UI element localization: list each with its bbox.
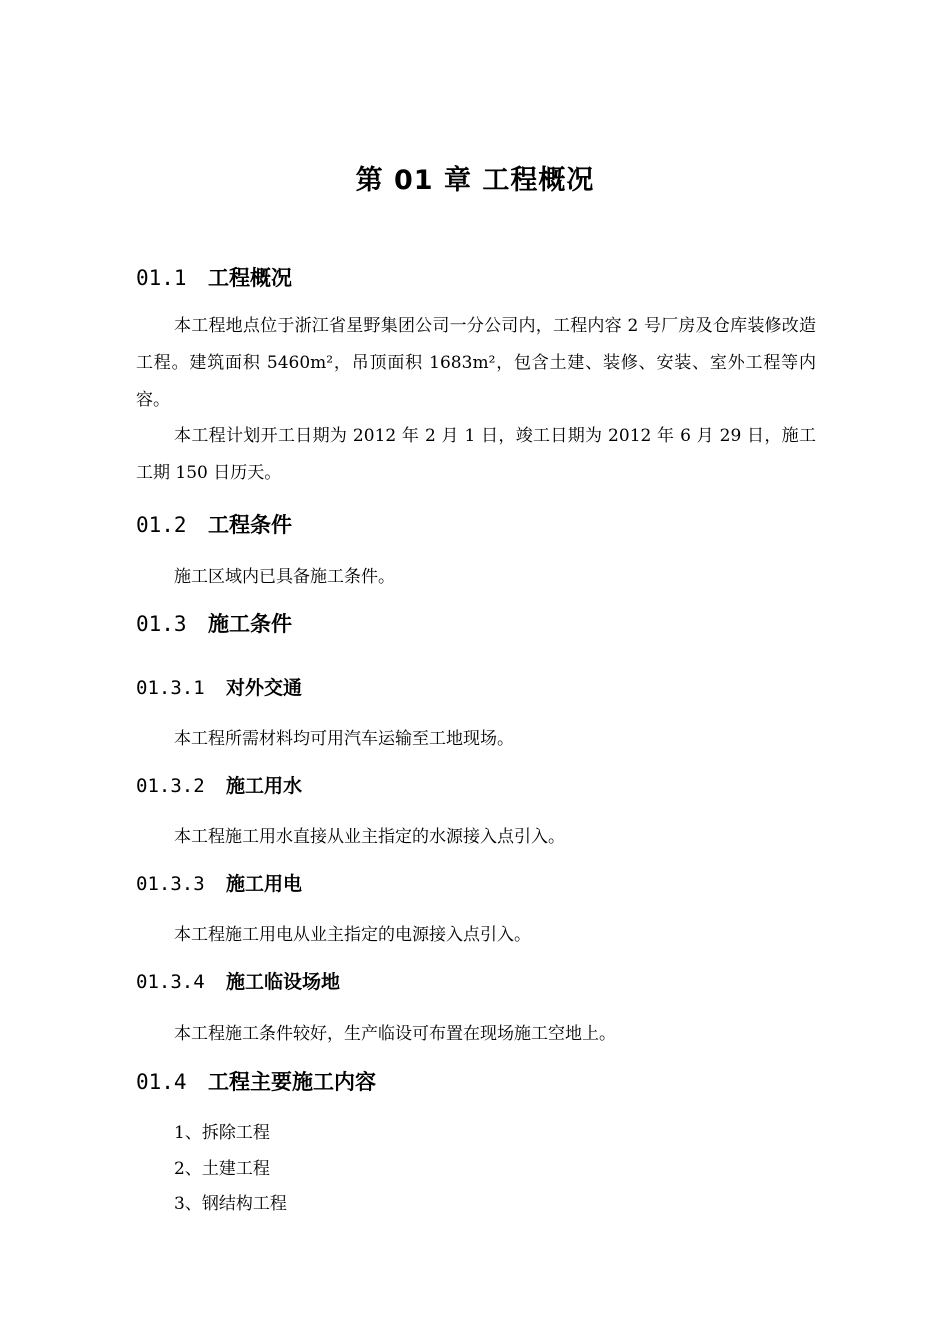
paragraph-project-location: 本工程地点位于浙江省星野集团公司一分公司内，工程内容 2 号厂房及仓库装修改造工程。建筑面积 5460m²，吊顶面积 1683m²，包含土建、装修、安装、室外工程等内容。 — [136, 316, 816, 410]
list-item: 3、钢结构工程 — [174, 1194, 287, 1214]
paragraph-power-supply: 本工程施工用电从业主指定的电源接入点引入。 — [174, 925, 531, 945]
section-number: 01.1 — [136, 266, 187, 290]
subsection-title: 对外交通 — [226, 677, 303, 699]
subsection-number: 01.3.1 — [136, 677, 205, 699]
list-item: 2、土建工程 — [174, 1159, 270, 1179]
section-number: 01.3 — [136, 612, 187, 636]
subsection-title: 施工用电 — [226, 873, 303, 895]
subsection-heading-01-3-4 — [136, 967, 340, 994]
chapter-title: 第 01 章 工程概况 — [355, 165, 595, 196]
paragraph-site-conditions: 施工区域内已具备施工条件。 — [174, 567, 395, 587]
paragraph-project-schedule: 本工程计划开工日期为 2012 年 2 月 1 日，竣工日期为 2012 年 6 月 29 日，施工工期 150 日历天。 — [136, 426, 816, 483]
list-item: 1、拆除工程 — [174, 1123, 270, 1143]
subsection-heading-01-3-3 — [136, 869, 302, 896]
subsection-number: 01.3.2 — [136, 775, 205, 797]
section-heading-01-2 — [136, 509, 292, 539]
section-heading-01-4 — [136, 1066, 376, 1096]
subsection-number: 01.3.4 — [136, 971, 205, 993]
section-title: 工程条件 — [208, 513, 292, 537]
section-title: 工程概况 — [208, 266, 292, 290]
section-title: 工程主要施工内容 — [208, 1070, 376, 1094]
paragraph-temporary-facilities: 本工程施工条件较好，生产临设可布置在现场施工空地上。 — [174, 1024, 616, 1044]
subsection-title: 施工用水 — [226, 775, 303, 797]
section-number: 01.2 — [136, 513, 187, 537]
section-heading-01-3 — [136, 608, 292, 638]
paragraph-transport: 本工程所需材料均可用汽车运输至工地现场。 — [174, 729, 514, 749]
subsection-heading-01-3-1 — [136, 673, 302, 700]
section-number: 01.4 — [136, 1070, 187, 1094]
paragraph-water-supply: 本工程施工用水直接从业主指定的水源接入点引入。 — [174, 827, 565, 847]
section-title: 施工条件 — [208, 612, 292, 636]
subsection-heading-01-3-2 — [136, 771, 302, 798]
section-heading-01-1 — [136, 262, 292, 292]
subsection-title: 施工临设场地 — [226, 971, 341, 993]
subsection-number: 01.3.3 — [136, 873, 205, 895]
